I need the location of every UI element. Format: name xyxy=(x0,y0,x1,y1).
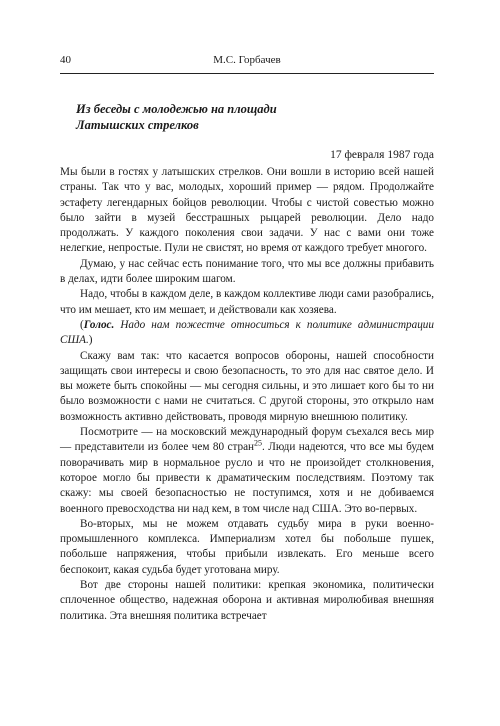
paragraph-6-part-2: . Люди надеются, что все мы будем поворачивать мир в нормальное русло и что не произойдет столкновения, которое могло бы привести к драматическим последствиям. Поэтому так скажу: мы своей безопасностью не поступимся, хотя и не добиваемся военного превосходства ни над кем, в том числе над США. Это во-первых. xyxy=(60,441,435,515)
paragraph-6-part-1: Посмотрите — на московский международный форум съехался весь мир — представители из более чем 80 стран xyxy=(60,426,434,454)
paragraph-1: Мы были в гостях у латышских стрелков. Они вошли в историю всей нашей страны. Так что у вас, молодых, хороший пример — рядом. Продолжайте эстафету легендарных бойцов революции. Чтобы с чистой совестью можно было зайти в музей бесстрашных рыцарей революции. Дело надо продолжать. У каждого поколения свои задачи. У нас с вами они тоже нелегкие, непростые. Пули не свистят, но время от каждого требует многого. xyxy=(60,166,434,255)
paragraph-8: Вот две стороны нашей политики: крепкая экономика, политически сплоченное общество, надежная оборона и активная миролюбивая внешняя политика. Эта внешняя политика встречает xyxy=(60,579,434,622)
page-header xyxy=(60,54,434,70)
paragraph-3: Надо, чтобы в каждом деле, в каждом коллективе люди сами разобрались, что им мешает, кто им мешает, и действовали как хозяева. xyxy=(60,288,434,316)
paragraph-7: Во-вторых, мы не можем отдавать судьбу мира в руки военно-промышленного комплекса. Империализм хотел бы побольше пушек, побольше напряжения, чтобы прибыли извлекать. Его меньше всего беспокоит, какая судьба будет уготована миру. xyxy=(60,517,434,576)
paragraph-2: Думаю, у нас сейчас есть понимание того, что мы все должны прибавить в делах, идти более широким шагом. xyxy=(60,257,434,286)
paragraph-4: (Голос. Надо нам пожестче относиться к политике администрации США.) xyxy=(60,318,434,347)
header-rule xyxy=(60,73,434,74)
speaker-remark: Надо нам пожестче относиться к политике администрации США. xyxy=(60,318,434,347)
page-number: 40 xyxy=(60,54,71,66)
paragraph-6 xyxy=(60,425,434,517)
paragraph-5: Скажу вам так: что касается вопросов обороны, нашей способности защищать свои интересы и свою безопасность, то это для нас святое дело. И вы можете быть спокойны — мы сегодня сильны, и это лишает кого бы то ни было возможности с нами не считаться. С другой стороны, это открыло нам возможность активно действовать, проводя мирную внешнюю политику. xyxy=(60,349,434,423)
speaker-label: Голос. xyxy=(83,318,115,331)
section-title-line-1: Из беседы с молодежью на площади xyxy=(76,102,277,116)
section-title-line-2: Латышских стрелков xyxy=(76,118,199,132)
body-text xyxy=(60,165,434,624)
section-date: 17 февраля 1987 года xyxy=(330,149,434,161)
footnote-marker: 25 xyxy=(254,438,263,448)
running-title: М.С. Горбачев xyxy=(213,54,281,66)
section-title xyxy=(76,101,436,133)
